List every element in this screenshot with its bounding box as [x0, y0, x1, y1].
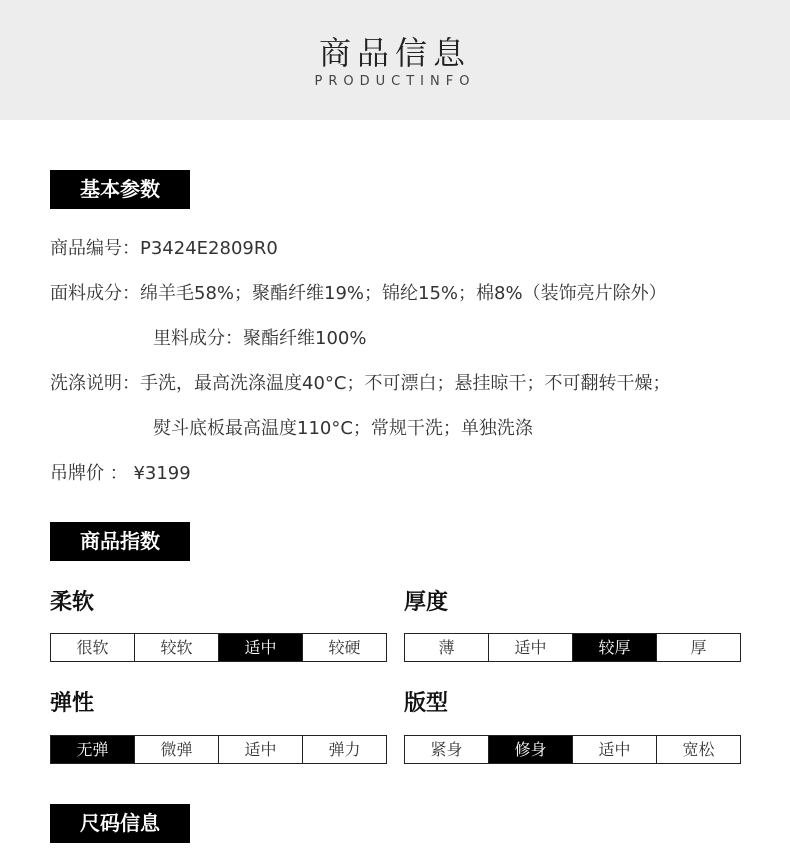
scale-option: 较硬 [303, 634, 386, 661]
section-basic-params: 基本参数 [50, 170, 190, 209]
scale-option-selected: 无弹 [51, 736, 135, 763]
tag-price: 吊牌价 ： ¥3199 [50, 463, 191, 484]
scale-option-selected: 较厚 [573, 634, 657, 661]
thickness-title: 厚度 [404, 590, 449, 615]
page-subtitle: PRODUCTINFO [314, 74, 476, 89]
product-number: 商品编号：P3424E2809R0 [50, 238, 278, 259]
scale-option: 适中 [219, 736, 303, 763]
scale-option: 弹力 [303, 736, 386, 763]
page-header [0, 0, 790, 120]
scale-option: 宽松 [657, 736, 740, 763]
section-product-index: 商品指数 [50, 522, 190, 561]
thickness-scale [404, 633, 741, 662]
scale-option: 较软 [135, 634, 219, 661]
scale-option: 微弹 [135, 736, 219, 763]
softness-title: 柔软 [50, 590, 95, 615]
page-title: 商品信息 [318, 34, 471, 72]
scale-option: 很软 [51, 634, 135, 661]
elasticity-title: 弹性 [50, 691, 95, 716]
fit-scale [404, 735, 741, 764]
elasticity-scale [50, 735, 387, 764]
wash-instructions: 洗涤说明：手洗，最高洗涤温度40°C；不可漂白；悬挂晾干；不可翻转干燥； [50, 373, 671, 394]
section-size-info: 尺码信息 [50, 804, 190, 843]
scale-option: 紧身 [405, 736, 489, 763]
scale-option: 适中 [489, 634, 573, 661]
fit-title: 版型 [404, 691, 449, 716]
scale-option-selected: 修身 [489, 736, 573, 763]
scale-option-selected: 适中 [219, 634, 303, 661]
lining-composition: 里料成分：聚酯纤维100% [153, 328, 367, 349]
scale-option: 适中 [573, 736, 657, 763]
wash-instructions-cont: 熨斗底板最高温度110°C；常规干洗；单独洗涤 [153, 418, 533, 439]
softness-scale [50, 633, 387, 662]
scale-option: 厚 [657, 634, 740, 661]
fabric-composition: 面料成分：绵羊毛58%；聚酯纤维19%；锦纶15%；棉8%（装饰亮片除外） [50, 283, 667, 304]
scale-option: 薄 [405, 634, 489, 661]
